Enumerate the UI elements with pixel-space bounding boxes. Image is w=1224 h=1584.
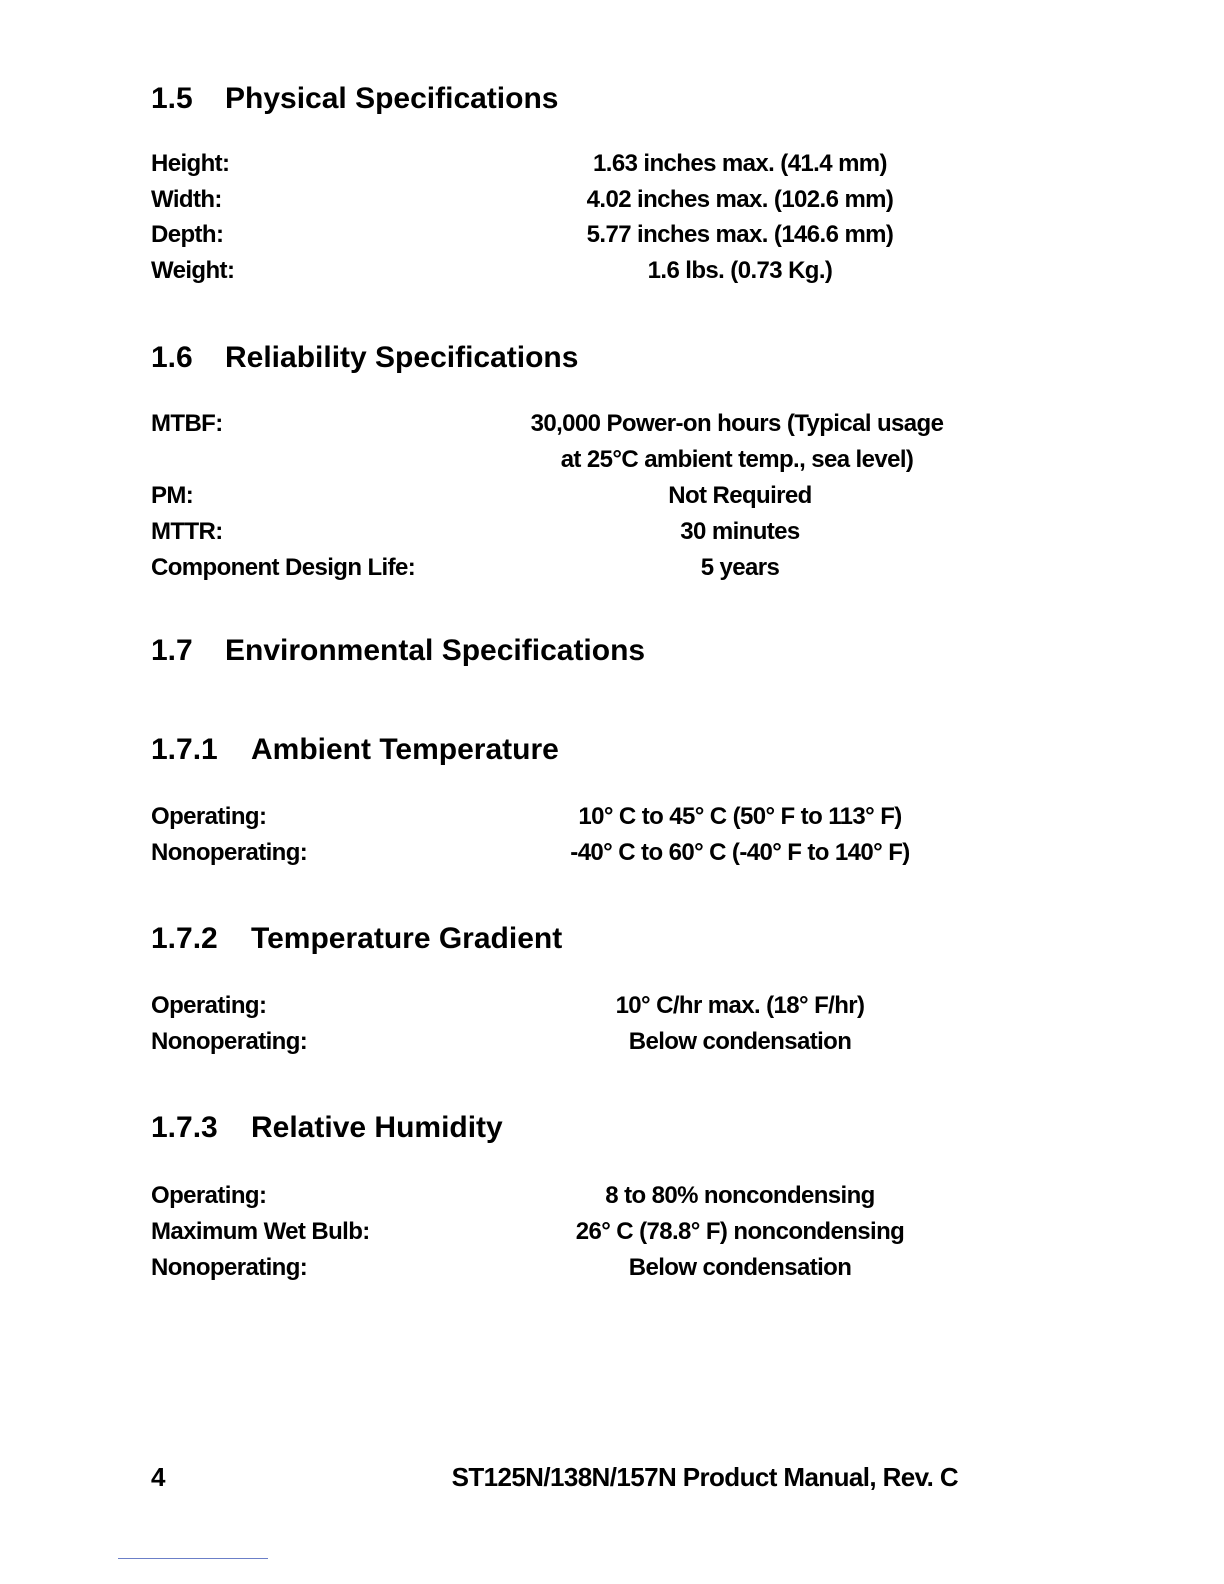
- spec-row-ambient-nonoperating: [151, 839, 961, 873]
- spec-value: 30 minutes: [680, 518, 800, 545]
- section-title: Physical Specifications: [225, 82, 559, 115]
- section-number: 1.7.1: [151, 733, 218, 766]
- scan-edge-line: [118, 1558, 268, 1559]
- spec-value: 1.63 inches max. (41.4 mm): [593, 150, 887, 177]
- spec-value: 26° C (78.8° F) noncondensing: [575, 1218, 905, 1245]
- section-title: Ambient Temperature: [251, 733, 559, 766]
- spec-value: 1.6 lbs. (0.73 Kg.): [647, 257, 833, 284]
- spec-row-ambient-operating: [151, 803, 961, 837]
- spec-label: MTBF:: [151, 410, 223, 437]
- section-number: 1.5: [151, 82, 193, 115]
- spec-label: Nonoperating:: [151, 1254, 308, 1281]
- spec-row-mtbf: [151, 410, 961, 444]
- spec-label: Depth:: [151, 221, 224, 248]
- section-number: 1.7: [151, 634, 193, 667]
- section-title: Reliability Specifications: [225, 341, 579, 374]
- spec-row-mttr: [151, 518, 961, 552]
- spec-value: 8 to 80% noncondensing: [605, 1182, 875, 1209]
- document-title-footer: ST125N/138N/157N Product Manual, Rev. C: [451, 1462, 958, 1492]
- section-heading-environmental: [151, 634, 645, 668]
- spec-row-humidity-wet-bulb: [151, 1218, 961, 1252]
- spec-label: Maximum Wet Bulb:: [151, 1218, 370, 1245]
- section-heading-humidity: [151, 1111, 503, 1145]
- section-heading-gradient: [151, 922, 562, 956]
- spec-row-humidity-operating: [151, 1182, 961, 1216]
- section-title: Relative Humidity: [251, 1111, 503, 1144]
- spec-row-gradient-nonoperating: [151, 1028, 961, 1062]
- spec-label: Nonoperating:: [151, 1028, 308, 1055]
- page-number: 4: [151, 1462, 165, 1492]
- spec-value: 4.02 inches max. (102.6 mm): [586, 186, 894, 213]
- spec-value: Below condensation: [628, 1254, 852, 1281]
- spec-row-height: [151, 150, 961, 184]
- spec-row-depth: [151, 221, 961, 255]
- spec-value: Below condensation: [628, 1028, 852, 1055]
- section-heading-ambient: [151, 733, 559, 767]
- spec-value: Not Required: [668, 482, 812, 509]
- spec-row-design-life: [151, 554, 961, 588]
- spec-label: Width:: [151, 186, 222, 213]
- section-title: Environmental Specifications: [225, 634, 646, 667]
- spec-value: 10° C/hr max. (18° F/hr): [615, 992, 865, 1019]
- spec-label: Weight:: [151, 257, 235, 284]
- spec-row-width: [151, 186, 961, 220]
- spec-label: MTTR:: [151, 518, 223, 545]
- spec-label: Operating:: [151, 992, 267, 1019]
- spec-row-humidity-nonoperating: [151, 1254, 961, 1288]
- spec-value: 30,000 Power-on hours (Typical usage: [530, 410, 944, 437]
- spec-value: 5.77 inches max. (146.6 mm): [586, 221, 894, 248]
- spec-row-mtbf-continued: [151, 446, 961, 480]
- spec-value: -40° C to 60° C (-40° F to 140° F): [570, 839, 910, 866]
- section-title: Temperature Gradient: [251, 922, 563, 955]
- spec-row-pm: [151, 482, 961, 516]
- spec-row-weight: [151, 257, 961, 291]
- spec-row-gradient-operating: [151, 992, 961, 1026]
- spec-label: Operating:: [151, 803, 267, 830]
- spec-value: 5 years: [700, 554, 780, 581]
- section-number: 1.7.2: [151, 922, 218, 955]
- section-heading-physical: [151, 82, 558, 116]
- spec-label: Component Design Life:: [151, 554, 416, 581]
- section-number: 1.6: [151, 341, 193, 374]
- spec-label: PM:: [151, 482, 194, 509]
- spec-value: 10° C to 45° C (50° F to 113° F): [578, 803, 902, 830]
- spec-value: at 25°C ambient temp., sea level): [560, 446, 914, 473]
- section-number: 1.7.3: [151, 1111, 218, 1144]
- spec-label: Nonoperating:: [151, 839, 308, 866]
- spec-label: Operating:: [151, 1182, 267, 1209]
- spec-label: Height:: [151, 150, 230, 177]
- section-heading-reliability: [151, 341, 578, 375]
